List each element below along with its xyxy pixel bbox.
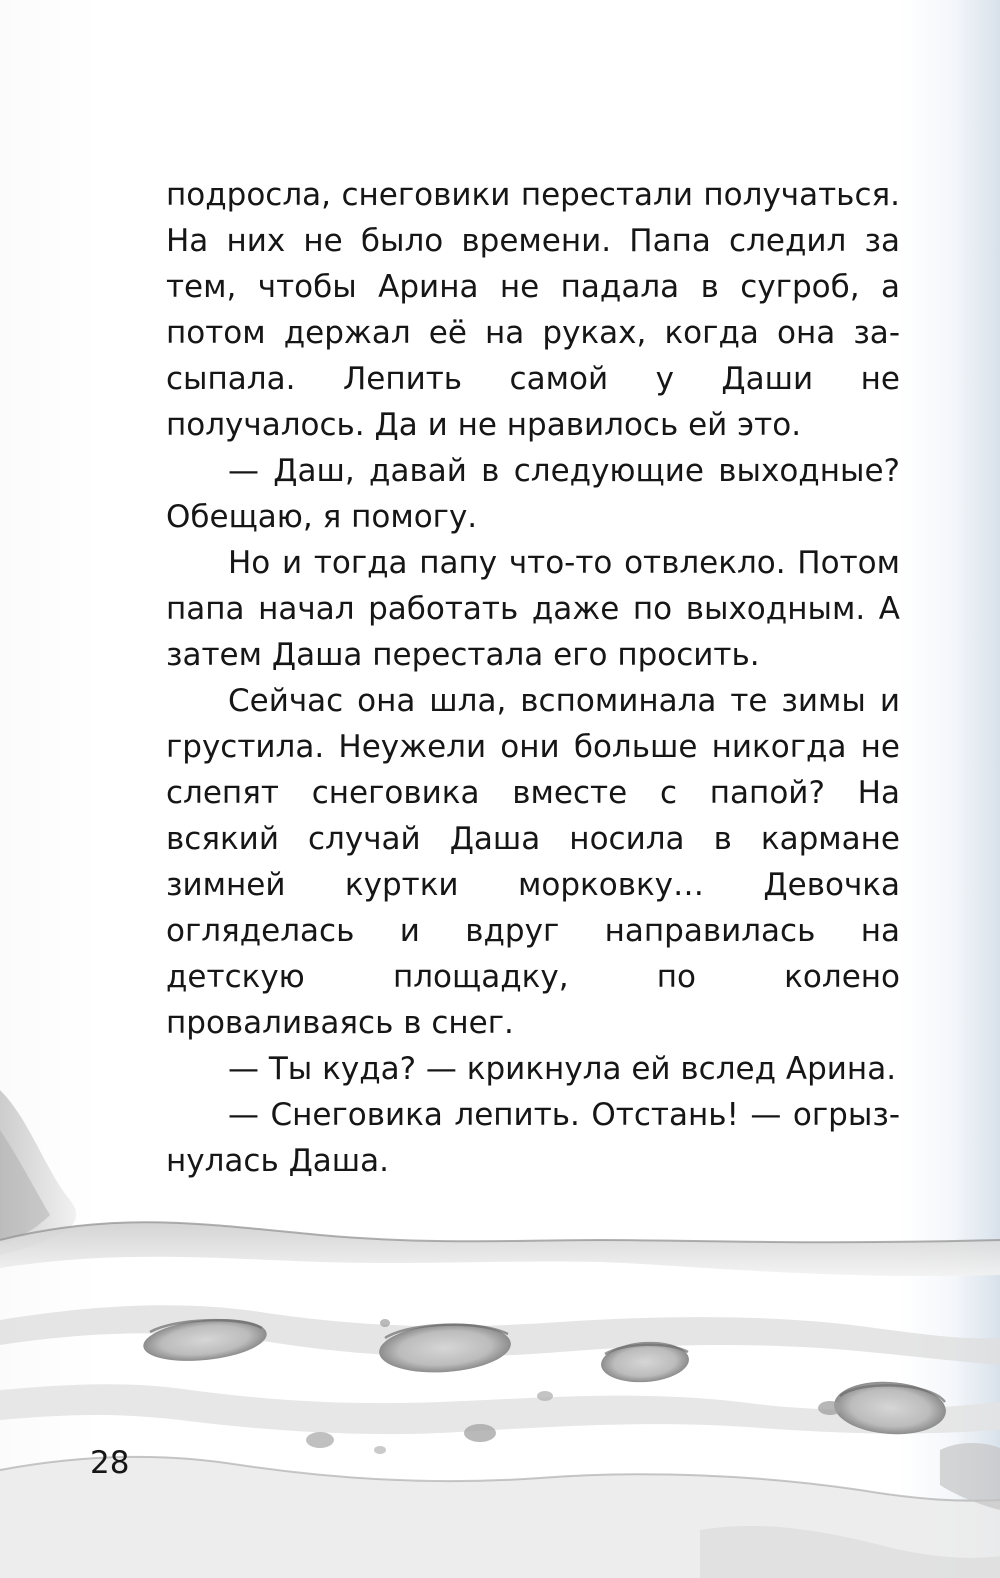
- paragraph-memories: Сейчас она шла, вспоминала те зимы и грустила. Неужели они больше никогда не слепят снеговика вместе с папой? На всякий случай Даша носила в кармане зимней куртки морковку… Девочка огляделась и вдруг направилась на детскую площадку, по колено проваливаясь в снег.: [166, 683, 900, 1041]
- snow-clump-1: [306, 1432, 334, 1448]
- paragraph-continuation: подросла, снеговики перестали получаться. На них не было времени. Папа следил за тем, чтобы Арина не падала в сугроб, а потом держал её на руках, когда она засыпала. Лепить самой у Даши не получалось. Да и не нравилось ей это.: [166, 177, 900, 443]
- paragraph-distracted: Но и тогда папу что-то отвлекло. Потом папа начал работать даже по выходным. А затем Даша перестала его просить.: [166, 545, 900, 673]
- paragraph-dialogue-dasha: — Снеговика лепить. Отстань! — огрызнулась Даша.: [166, 1097, 900, 1179]
- snow-footprints-illustration: [0, 1090, 1000, 1578]
- paragraph-dialogue-dad: — Даш, давай в следующие выходные? Обещаю, я помогу.: [166, 453, 900, 535]
- snow-clump-3: [537, 1391, 553, 1401]
- paragraph-dialogue-arina: — Ты куда? — крикнула ей вслед Арина.: [228, 1051, 897, 1087]
- story-text: [166, 172, 900, 1184]
- page-number: 28: [90, 1445, 130, 1481]
- snow-clump-4: [818, 1401, 842, 1415]
- snow-clump-2: [464, 1424, 496, 1442]
- snow-wave-1: [0, 1222, 1000, 1276]
